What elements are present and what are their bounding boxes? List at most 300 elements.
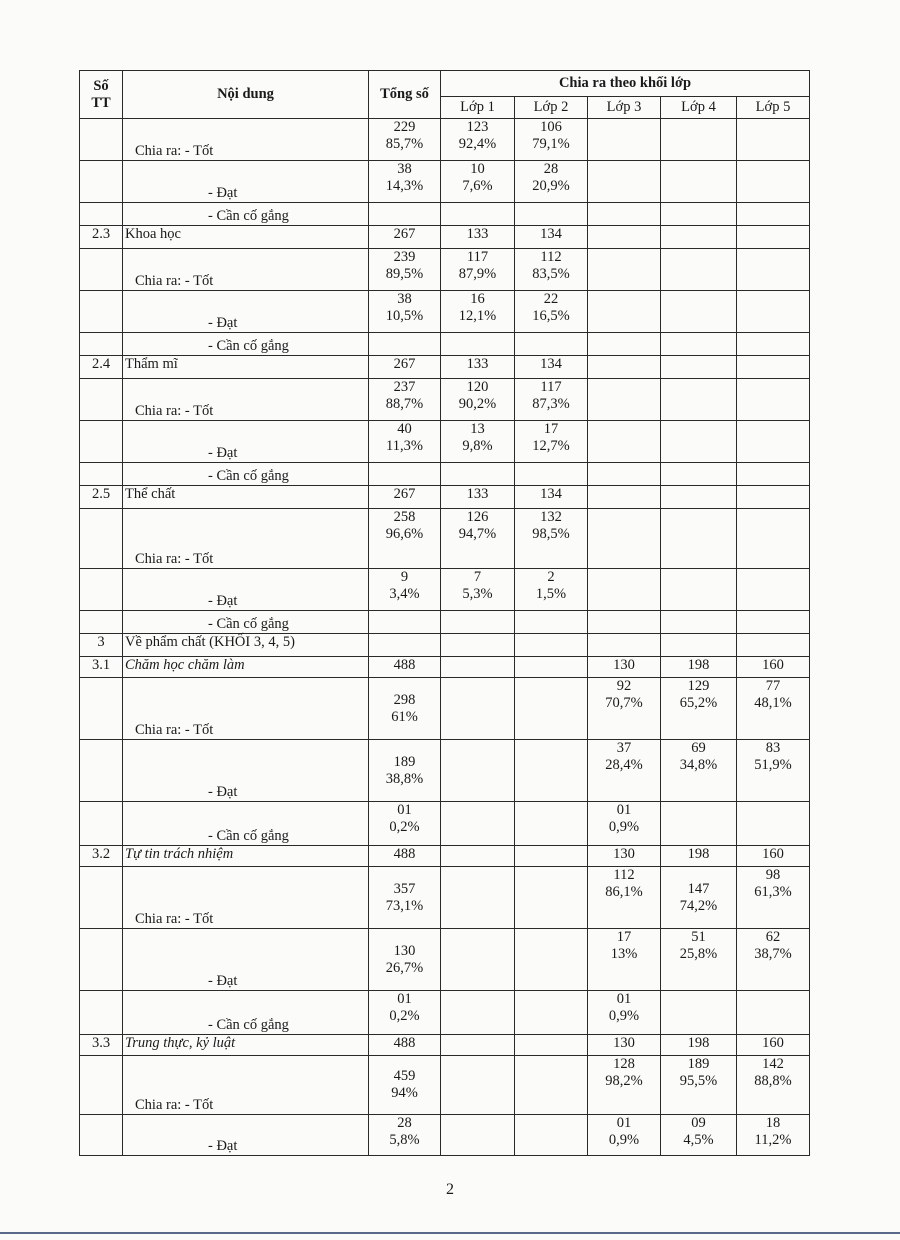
cell-value: 12,1% <box>458 308 497 324</box>
cell-value: 357 <box>393 880 416 897</box>
cell-value: 98,5% <box>532 526 570 542</box>
cell-value: 28 <box>397 1115 412 1131</box>
table-cell <box>737 421 810 463</box>
table-cell <box>588 421 661 463</box>
cell-value: 5,3% <box>462 586 493 602</box>
cell-value: 98,2% <box>605 1073 643 1089</box>
table-cell <box>80 421 123 463</box>
table-cell <box>588 333 661 356</box>
header-tong-so: Tổng số <box>369 71 441 119</box>
table-cell <box>661 634 737 657</box>
table-cell <box>588 867 661 929</box>
cell-value: 0,9% <box>608 1008 640 1024</box>
table-cell: 133 <box>441 486 515 509</box>
table-cell <box>369 509 441 569</box>
table-cell <box>441 569 515 611</box>
table-cell <box>661 867 737 929</box>
table-cell <box>737 161 810 203</box>
table-cell <box>80 249 123 291</box>
table-cell: 3.3 <box>80 1035 123 1056</box>
cell-value: 86,1% <box>605 884 643 900</box>
table-cell <box>515 421 588 463</box>
cell-value: 51 <box>691 929 706 945</box>
table-row <box>80 226 810 249</box>
cell-value: 95,5% <box>679 1073 718 1089</box>
cell-value: - Cần cố gắng <box>208 468 289 484</box>
cell-value: 34,8% <box>679 757 718 773</box>
cell-value: 0,9% <box>608 1132 640 1148</box>
table-row <box>80 846 810 867</box>
cell-value: 79,1% <box>532 136 570 152</box>
cell-value: Chia ra: - Tốt <box>135 1097 214 1113</box>
table-cell <box>441 991 515 1035</box>
table-cell <box>441 657 515 678</box>
table-cell <box>441 740 515 802</box>
cell-value: Chia ra: - Tốt <box>135 911 214 927</box>
table-cell <box>515 1035 588 1056</box>
cell-value: - Đạt <box>208 445 238 461</box>
table-cell <box>441 634 515 657</box>
table-cell <box>441 1035 515 1056</box>
table-cell <box>588 486 661 509</box>
table-cell: 488 <box>369 1035 441 1056</box>
cell-value: Chia ra: - Tốt <box>135 273 214 289</box>
table-cell <box>80 569 123 611</box>
evaluation-table <box>79 70 810 1156</box>
table-cell <box>661 249 737 291</box>
table-row <box>80 634 810 657</box>
table-cell <box>737 1056 810 1115</box>
table-cell <box>661 486 737 509</box>
footer-divider <box>0 1232 900 1234</box>
table-cell <box>80 867 123 929</box>
table-cell <box>661 569 737 611</box>
table-cell <box>123 569 369 611</box>
cell-value: 38 <box>397 291 412 307</box>
cell-value: 18 <box>765 1115 781 1131</box>
table-cell <box>441 333 515 356</box>
table-row <box>80 867 810 929</box>
table-cell: 160 <box>737 1035 810 1056</box>
cell-value: 237 <box>393 379 416 395</box>
cell-value: - Đạt <box>208 973 238 989</box>
table-row <box>80 291 810 333</box>
table-cell <box>123 421 369 463</box>
table-cell <box>588 119 661 161</box>
cell-value: 10,5% <box>385 308 424 324</box>
table-cell <box>441 291 515 333</box>
table-cell <box>80 1056 123 1115</box>
table-cell <box>515 119 588 161</box>
table-cell <box>369 569 441 611</box>
table-cell <box>737 929 810 991</box>
table-row <box>80 509 810 569</box>
table-row <box>80 1115 810 1156</box>
header-lop-5: Lớp 5 <box>737 97 810 119</box>
table-cell: 134 <box>515 356 588 379</box>
table-cell <box>737 333 810 356</box>
table-cell <box>588 1056 661 1115</box>
cell-value: 132 <box>540 509 562 525</box>
cell-value: 90,2% <box>458 396 497 412</box>
cell-value: 239 <box>393 249 416 265</box>
header-noi-dung: Nội dung <box>123 71 369 119</box>
cell-value: 128 <box>613 1056 635 1072</box>
cell-value: 83 <box>765 740 781 756</box>
table-cell <box>737 249 810 291</box>
cell-value: 22 <box>543 291 559 307</box>
table-row <box>80 379 810 421</box>
table-cell <box>515 509 588 569</box>
cell-value: 11,3% <box>386 438 423 454</box>
table-cell <box>661 678 737 740</box>
table-cell <box>369 1056 441 1115</box>
header-so-tt: Số TT <box>80 71 123 119</box>
table-cell <box>737 611 810 634</box>
cell-value: 38,8% <box>385 770 424 787</box>
cell-value: 112 <box>540 249 562 265</box>
cell-value: 9,8% <box>462 438 493 454</box>
table-cell: 488 <box>369 846 441 867</box>
table-cell <box>588 379 661 421</box>
table-cell <box>441 379 515 421</box>
table-cell <box>737 991 810 1035</box>
table-cell <box>515 846 588 867</box>
table-row <box>80 657 810 678</box>
table-cell <box>661 740 737 802</box>
label-can: - Cần cố gắng <box>208 208 289 224</box>
table-cell <box>515 929 588 991</box>
table-cell <box>737 1115 810 1156</box>
table-cell: 3 <box>80 634 123 657</box>
table-row <box>80 740 810 802</box>
table-cell <box>515 161 588 203</box>
table-cell <box>661 929 737 991</box>
table-cell <box>80 740 123 802</box>
cell-value: 130 <box>393 942 416 959</box>
table-cell: 198 <box>661 846 737 867</box>
table-cell <box>661 991 737 1035</box>
table-cell <box>737 119 810 161</box>
cell-value: 38,7% <box>754 946 792 962</box>
table-cell <box>123 203 369 226</box>
table-cell <box>588 1115 661 1156</box>
cell-value: 83,5% <box>532 266 570 282</box>
table-cell: Thể chất <box>123 486 369 509</box>
cell-value: 13 <box>470 421 485 437</box>
table-cell: 134 <box>515 226 588 249</box>
table-cell <box>737 463 810 486</box>
table-cell: 3.1 <box>80 657 123 678</box>
table-cell <box>369 1115 441 1156</box>
table-cell <box>515 991 588 1035</box>
table-cell <box>369 463 441 486</box>
cell-value: 14,3% <box>385 178 424 194</box>
table-cell <box>588 161 661 203</box>
table-cell <box>515 740 588 802</box>
cell-value: 88,8% <box>754 1073 792 1089</box>
table-cell <box>80 379 123 421</box>
cell-value: 01 <box>397 802 412 818</box>
table-cell: 488 <box>369 657 441 678</box>
table-cell <box>441 1056 515 1115</box>
table-cell <box>369 929 441 991</box>
table-cell <box>588 569 661 611</box>
table-cell <box>369 249 441 291</box>
cell-value: 12,7% <box>532 438 570 454</box>
cell-value: - Cần cố gắng <box>208 616 289 632</box>
table-cell: Về phẩm chất (KHỐI 3, 4, 5) <box>123 634 369 657</box>
table-cell: Chăm học chăm làm <box>123 657 369 678</box>
table-cell <box>441 463 515 486</box>
table-cell: 2.3 <box>80 226 123 249</box>
table-cell <box>737 291 810 333</box>
table-cell <box>369 740 441 802</box>
table-cell <box>515 333 588 356</box>
table-cell <box>661 1115 737 1156</box>
table-cell <box>80 161 123 203</box>
table-cell <box>515 1115 588 1156</box>
cell-value: 129 <box>687 678 710 694</box>
cell-value: 96,6% <box>385 526 424 542</box>
cell-value: 37 <box>616 740 632 756</box>
table-cell <box>123 991 369 1035</box>
table-cell <box>123 802 369 846</box>
cell-value: Chia ra: - Tốt <box>135 403 214 419</box>
table-cell <box>441 203 515 226</box>
table-cell <box>441 929 515 991</box>
table-cell: 130 <box>588 1035 661 1056</box>
table-cell <box>588 226 661 249</box>
table-row <box>80 802 810 846</box>
table-cell <box>441 867 515 929</box>
cell-value: 0,2% <box>389 819 420 835</box>
table-row <box>80 1035 810 1056</box>
table-cell <box>588 991 661 1035</box>
cell-value: 126 <box>466 509 489 525</box>
cell-value: 01 <box>397 991 412 1007</box>
cell-value: 5,8% <box>389 1132 420 1148</box>
table-row <box>80 203 810 226</box>
table-cell <box>80 1115 123 1156</box>
table-cell <box>588 291 661 333</box>
table-cell <box>441 678 515 740</box>
page-number: 2 <box>446 1181 454 1198</box>
table-cell <box>369 333 441 356</box>
header-lop-3: Lớp 3 <box>588 97 661 119</box>
table-cell <box>661 1056 737 1115</box>
table-cell <box>123 161 369 203</box>
table-row <box>80 611 810 634</box>
table-cell <box>441 161 515 203</box>
table-row <box>80 249 810 291</box>
cell-value: 87,3% <box>532 396 570 412</box>
table-row <box>80 421 810 463</box>
table-cell <box>369 203 441 226</box>
cell-value: 10 <box>470 161 485 177</box>
table-cell: 267 <box>369 356 441 379</box>
cell-value: - Cần cố gắng <box>208 828 289 844</box>
table-cell <box>80 929 123 991</box>
table-cell <box>123 463 369 486</box>
table-cell <box>80 991 123 1035</box>
table-cell <box>441 846 515 867</box>
table-row <box>80 161 810 203</box>
table-cell <box>369 421 441 463</box>
cell-value: Chia ra: - Tốt <box>135 722 214 738</box>
table-cell <box>515 657 588 678</box>
table-row <box>80 333 810 356</box>
table-cell <box>123 333 369 356</box>
table-cell <box>369 611 441 634</box>
table-cell <box>123 1056 369 1115</box>
table-cell <box>737 740 810 802</box>
table-cell <box>515 678 588 740</box>
table-cell <box>80 802 123 846</box>
cell-value: 94,7% <box>458 526 497 542</box>
cell-value: 89,5% <box>385 266 424 282</box>
table-cell <box>441 421 515 463</box>
cell-value: 40 <box>397 421 412 437</box>
table-cell <box>369 119 441 161</box>
table-cell <box>661 463 737 486</box>
table-cell <box>737 379 810 421</box>
cell-value: 4,5% <box>683 1132 714 1148</box>
cell-value: 92 <box>616 678 632 694</box>
table-cell <box>441 1115 515 1156</box>
cell-value: 87,9% <box>458 266 497 282</box>
table-cell <box>737 802 810 846</box>
cell-value: 13% <box>610 946 638 962</box>
table-cell <box>123 929 369 991</box>
table-cell <box>515 867 588 929</box>
cell-value: 92,4% <box>458 136 497 152</box>
table-cell <box>515 634 588 657</box>
table-cell <box>515 802 588 846</box>
table-cell: 3.2 <box>80 846 123 867</box>
label-tot: Chia ra: - Tốt <box>135 143 214 159</box>
cell-value: 70,7% <box>605 695 643 711</box>
table-cell <box>80 463 123 486</box>
table-cell <box>737 356 810 379</box>
cell-value: 62 <box>765 929 781 945</box>
cell-value: 117 <box>466 249 489 265</box>
table-cell <box>737 226 810 249</box>
table-cell <box>369 867 441 929</box>
cell-value: 298 <box>393 691 416 708</box>
cell-value: 65,2% <box>679 695 718 711</box>
cell-value: 88,7% <box>385 396 424 412</box>
cell-value: - Đạt <box>208 784 238 800</box>
table-row <box>80 356 810 379</box>
cell-value: 459 <box>393 1068 416 1084</box>
cell-value: - Đạt <box>208 315 238 331</box>
cell-value: 229 <box>393 119 416 135</box>
cell-value: 61% <box>391 708 418 725</box>
table-cell <box>588 463 661 486</box>
table-row <box>80 1056 810 1115</box>
table-cell <box>661 161 737 203</box>
cell-value: 0,2% <box>389 1008 420 1024</box>
cell-value: 11,2% <box>754 1132 792 1148</box>
table-cell: Tự tin trách nhiệm <box>123 846 369 867</box>
table-cell <box>369 161 441 203</box>
table-cell: Trung thực, kỷ luật <box>123 1035 369 1056</box>
table-cell: Thẩm mĩ <box>123 356 369 379</box>
table-cell <box>588 203 661 226</box>
table-cell <box>441 802 515 846</box>
table-cell: 198 <box>661 657 737 678</box>
cell-value: 17 <box>616 929 632 945</box>
table-cell <box>123 611 369 634</box>
table-cell <box>123 249 369 291</box>
table-cell <box>588 249 661 291</box>
table-cell <box>123 867 369 929</box>
cell-value: 9 <box>400 569 409 585</box>
cell-value: 26,7% <box>385 959 424 976</box>
table-cell <box>515 569 588 611</box>
cell-value: 01 <box>616 802 632 818</box>
cell-value: 258 <box>393 509 416 525</box>
table-cell: 2.5 <box>80 486 123 509</box>
cell-value: 85,7% <box>385 136 424 152</box>
cell-value: 38 <box>397 161 412 177</box>
cell-value: 28,4% <box>605 757 643 773</box>
cell-value: 189 <box>687 1056 710 1072</box>
table-cell: 130 <box>588 657 661 678</box>
table-cell <box>515 463 588 486</box>
table-cell: 267 <box>369 226 441 249</box>
cell-value: 123 <box>466 119 489 135</box>
table-cell <box>369 802 441 846</box>
table-cell <box>369 379 441 421</box>
table-cell <box>80 291 123 333</box>
table-cell <box>661 509 737 569</box>
cell-value: 16,5% <box>532 308 570 324</box>
table-cell <box>661 226 737 249</box>
cell-value: 7,6% <box>462 178 493 194</box>
table-cell <box>588 678 661 740</box>
cell-value: 7 <box>473 569 482 585</box>
table-cell <box>123 509 369 569</box>
cell-value: 98 <box>765 867 781 883</box>
table-cell <box>123 379 369 421</box>
header-chia-ra: Chia ra theo khối lớp <box>441 71 810 97</box>
cell-value: 48,1% <box>754 695 792 711</box>
cell-value: 16 <box>470 291 485 307</box>
cell-value: 117 <box>540 379 562 395</box>
table-cell <box>588 929 661 991</box>
table-cell <box>441 611 515 634</box>
table-cell <box>80 119 123 161</box>
table-row <box>80 991 810 1035</box>
table-cell: 267 <box>369 486 441 509</box>
table-cell <box>123 1115 369 1156</box>
cell-value: 106 <box>540 119 562 135</box>
table-cell <box>369 678 441 740</box>
table-cell <box>661 291 737 333</box>
table-cell: 133 <box>441 226 515 249</box>
header-lop-1: Lớp 1 <box>441 97 515 119</box>
cell-value: 0,9% <box>608 819 640 835</box>
cell-value: 189 <box>393 753 416 770</box>
table-cell <box>441 509 515 569</box>
table-cell: 2.4 <box>80 356 123 379</box>
cell-value: 01 <box>616 991 632 1007</box>
table-cell <box>588 802 661 846</box>
table-cell <box>661 379 737 421</box>
table-cell <box>515 1056 588 1115</box>
